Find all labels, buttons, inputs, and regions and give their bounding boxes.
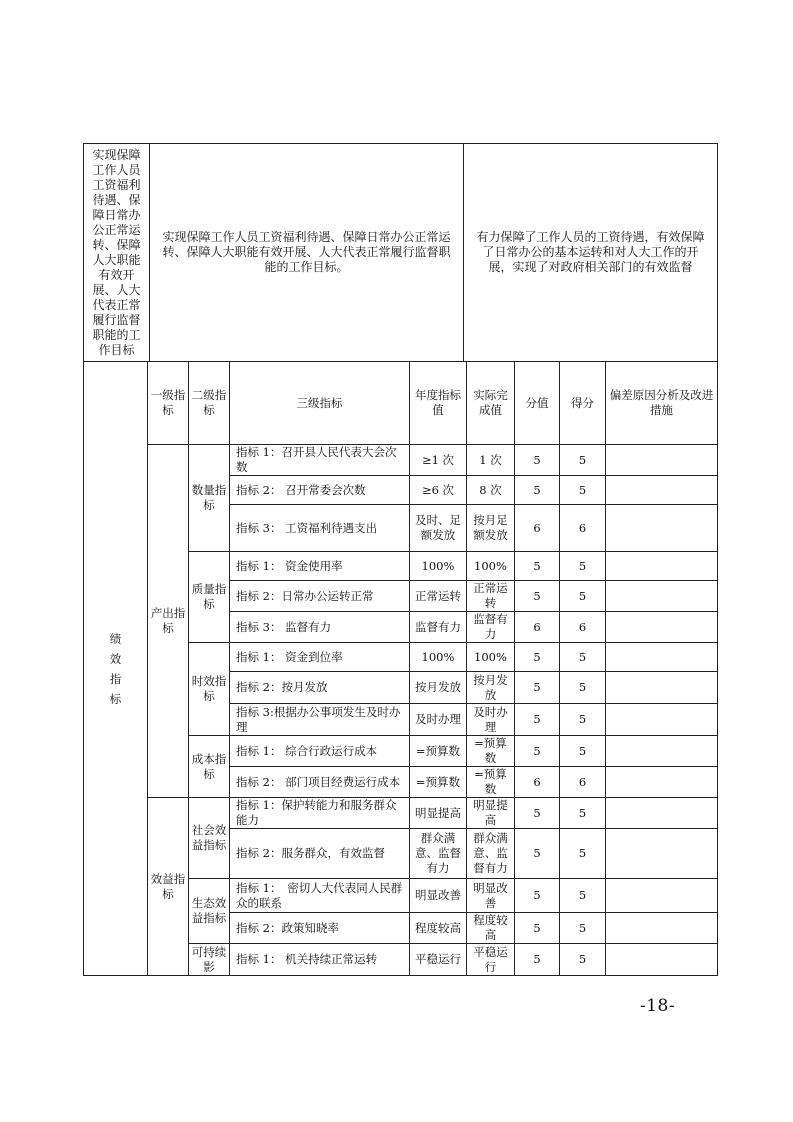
weight-cell: 5 [515,552,560,581]
target-cell: 100% [410,552,467,581]
weight-cell: 5 [515,829,560,879]
score-cell: 5 [560,445,606,476]
note-cell [606,643,718,672]
score-cell: 6 [560,767,606,798]
note-cell [606,581,718,612]
actual-cell: 平稳运行 [467,944,515,976]
indicator-cell: 指标 2：按月发放 [230,672,410,704]
target-cell: ≥1 次 [410,445,467,476]
actual-cell: =预算数 [467,736,515,767]
actual-cell: 按月发放 [467,672,515,704]
weight-cell: 6 [515,612,560,643]
score-cell: 5 [560,704,606,736]
indicator-cell: 指标 2：政策知晓率 [230,913,410,944]
weight-cell: 5 [515,704,560,736]
indicator-cell: 指标 1：保护转能力和服务群众能力 [230,798,410,829]
actual-cell: 100% [467,552,515,581]
indicator-cell: 指标 3： 工资福利待遇支出 [230,505,410,552]
table-row [84,445,718,476]
level1-benefit: 效益指标 [148,798,189,976]
note-cell [606,736,718,767]
actual-cell: 明显改善 [467,879,515,913]
weight-cell: 5 [515,672,560,704]
header-score-got: 得分 [560,362,606,445]
score-cell: 5 [560,672,606,704]
score-cell: 6 [560,612,606,643]
note-cell [606,704,718,736]
score-cell: 5 [560,944,606,976]
weight-cell: 5 [515,643,560,672]
note-cell [606,944,718,976]
target-cell: 100% [410,643,467,672]
score-cell: 5 [560,581,606,612]
weight-cell: 5 [515,736,560,767]
note-cell [606,879,718,913]
target-cell: =预算数 [410,767,467,798]
indicator-cell: 指标 1： 综合行政运行成本 [230,736,410,767]
table-row [84,798,718,829]
score-cell: 5 [560,643,606,672]
performance-indicator-table [83,361,718,976]
note-cell [606,612,718,643]
note-cell [606,913,718,944]
target-cell: 群众满意、监督有力 [410,829,467,879]
header-row [84,362,718,445]
score-cell: 5 [560,798,606,829]
actual-cell: 按月足额发放 [467,505,515,552]
group-ecological: 生态效益指标 [189,879,230,944]
actual-cell: 明显提高 [467,798,515,829]
actual-cell: 100% [467,643,515,672]
header-actual-value: 实际完成值 [467,362,515,445]
indicator-cell: 指标 2： 部门项目经费运行成本 [230,767,410,798]
weight-cell: 5 [515,879,560,913]
score-cell: 6 [560,505,606,552]
score-cell: 5 [560,736,606,767]
actual-goal-text: 有力保障了工作人员的工资待遇，有效保障了日常办公的基本运转和对人大工作的开展，实现了对政府相关部门的有效监督 [464,144,718,362]
target-cell: 正常运转 [410,581,467,612]
weight-cell: 5 [515,445,560,476]
target-cell: 明显提高 [410,798,467,829]
note-cell [606,476,718,505]
indicator-cell: 指标 2：日常办公运转正常 [230,581,410,612]
weight-cell: 5 [515,476,560,505]
note-cell [606,672,718,704]
indicator-cell: 指标 1： 密切人大代表同人民群众的联系 [230,879,410,913]
header-annual-target: 年度指标值 [410,362,467,445]
header-deviation: 偏差原因分析及改进措施 [606,362,718,445]
actual-cell: 及时办理 [467,704,515,736]
target-cell: 明显改善 [410,879,467,913]
header-score-weight: 分值 [515,362,560,445]
note-cell [606,798,718,829]
target-cell: 按月发放 [410,672,467,704]
indicator-cell: 指标 1：召开县人民代表大会次数 [230,445,410,476]
actual-cell: 群众满意、监督有力 [467,829,515,879]
actual-cell: 1 次 [467,445,515,476]
indicator-cell: 指标 2： 召开常委会次数 [230,476,410,505]
header-level1: 一级指标 [148,362,189,445]
indicator-cell: 指标 2：服务群众，有效监督 [230,829,410,879]
indicator-cell: 指标 1： 资金使用率 [230,552,410,581]
header-level3: 三级指标 [230,362,410,445]
goal-label: 实现保障工作人员工资福利待遇、保障日常办公正常运转、保障人大职能有效开展、人大代表正常履行监督职能的工作目标 [84,144,150,362]
page-number: -18- [640,996,676,1016]
target-cell: ≥6 次 [410,476,467,505]
weight-cell: 5 [515,944,560,976]
target-cell: 程度较高 [410,913,467,944]
note-cell [606,552,718,581]
indicator-cell: 指标 3:根据办公事项发生及时办理 [230,704,410,736]
target-cell: 及时办理 [410,704,467,736]
note-cell [606,505,718,552]
score-cell: 5 [560,552,606,581]
note-cell [606,829,718,879]
header-level2: 二级指标 [189,362,230,445]
target-cell: =预算数 [410,736,467,767]
level1-output: 产出指标 [148,445,189,798]
section-label: 绩效指标 [84,362,148,976]
group-quality: 质量指标 [189,552,230,643]
score-cell: 5 [560,913,606,944]
actual-cell: =预算数 [467,767,515,798]
weight-cell: 6 [515,505,560,552]
group-timeliness: 时效指标 [189,643,230,736]
note-cell [606,767,718,798]
score-cell: 5 [560,829,606,879]
target-cell: 及时、足额发放 [410,505,467,552]
weight-cell: 6 [515,767,560,798]
group-quantity: 数量指标 [189,445,230,552]
target-cell: 监督有力 [410,612,467,643]
weight-cell: 5 [515,913,560,944]
target-cell: 平稳运行 [410,944,467,976]
score-cell: 5 [560,476,606,505]
goal-table [83,143,718,362]
indicator-cell: 指标 1： 机关持续正常运转 [230,944,410,976]
group-sustainable: 可持续影 [189,944,230,976]
actual-cell: 程度较高 [467,913,515,944]
group-social: 社会效益指标 [189,798,230,879]
note-cell [606,445,718,476]
weight-cell: 5 [515,581,560,612]
group-cost: 成本指标 [189,736,230,798]
indicator-cell: 指标 3： 监督有力 [230,612,410,643]
actual-cell: 正常运转 [467,581,515,612]
actual-cell: 8 次 [467,476,515,505]
weight-cell: 5 [515,798,560,829]
planned-goal-text: 实现保障工作人员工资福利待遇、保障日常办公正常运转、保障人大职能有效开展、人大代表正常履行监督职能的工作目标。 [150,144,464,362]
actual-cell: 监督有力 [467,612,515,643]
indicator-cell: 指标 1： 资金到位率 [230,643,410,672]
score-cell: 5 [560,879,606,913]
